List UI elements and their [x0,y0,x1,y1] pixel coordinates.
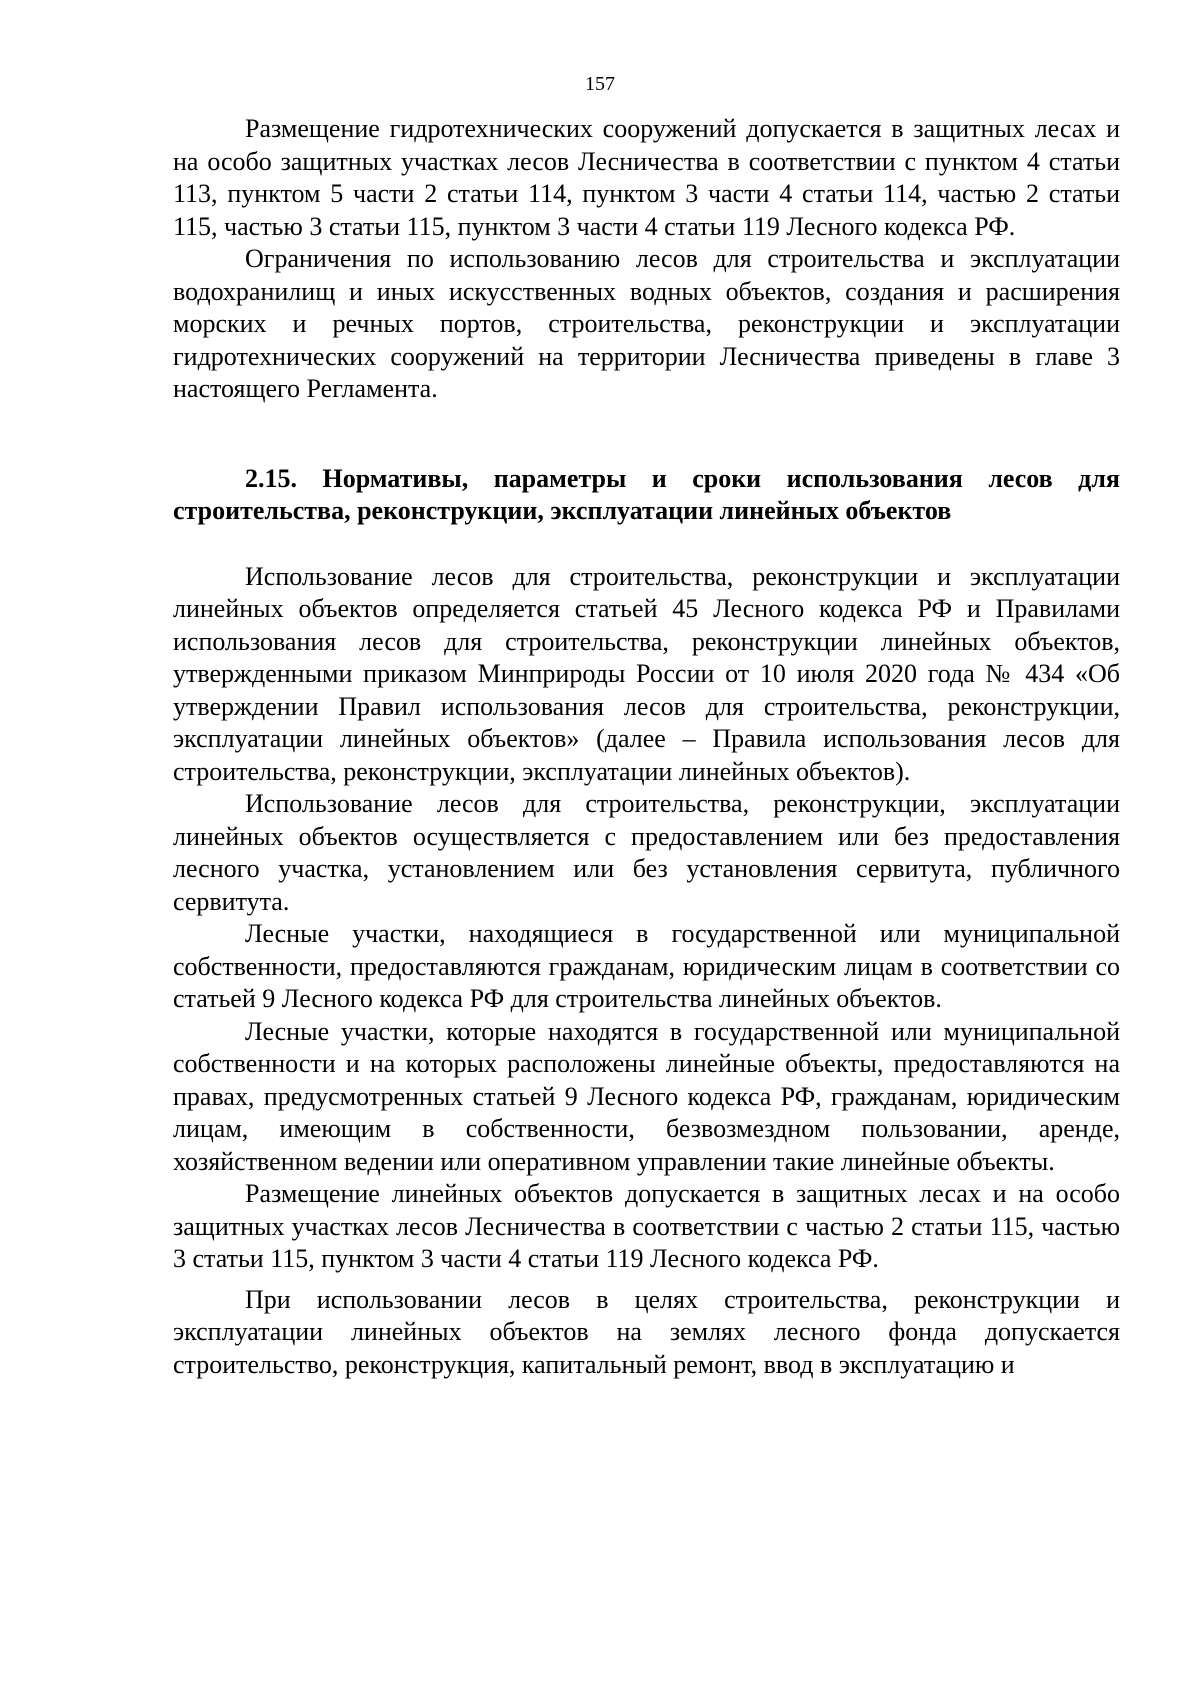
paragraph-existing-objects: Лесные участки, которые находятся в государственной или муниципальной собственности и на которых расположены линейные объекты, предоставляются на правах, предусмотренных статьей 9 Лесного кодекса РФ, гражданам, юридическим лицам, имеющим в собственности, безвозмездном пользовании, аренде, хозяйственном ведении или оперативном управлении такие линейные объекты. [173,1016,1120,1176]
page-number: 157 [585,73,615,95]
paragraph-state-land: Лесные участки, находящиеся в государственной или муниципальной собственности, предоставляются гражданам, юридическим лицам в соответствии со статьей 9 Лесного кодекса РФ для строительства линейных объектов. [173,919,1120,1013]
page-content [173,113,1120,1381]
section-heading: 2.15. Нормативы, параметры и сроки использования лесов для строительства, реконструкции, эксплуатации линейных объектов [173,463,1120,525]
paragraph-linear-placement: Размещение линейных объектов допускается в защитных лесах и на особо защитных участках лесов Лесничества в соответствии с частью 2 статьи 115, частью 3 статьи 115, пунктом 3 части 4 статьи 119 Лесного кодекса РФ. [173,1179,1120,1273]
paragraph-linear-usage: Использование лесов для строительства, реконструкции и эксплуатации линейных объектов определяется статьей 45 Лесного кодекса РФ и Правилами использования лесов для строительства, реконструкции линейных объектов, утвержденными приказом Минприроды России от 10 июля 2020 года № 434 «Об утверждении Правил использования лесов для строительства, реконструкции, эксплуатации линейных объектов» (далее – Правила использования лесов для строительства, реконструкции, эксплуатации линейных объектов). [173,561,1120,786]
paragraph-forest-fund: При использовании лесов в целях строительства, реконструкции и эксплуатации линейных объектов на землях лесного фонда допускается строительство, реконструкция, капитальный ремонт, ввод в эксплуатацию и [173,1284,1120,1379]
paragraph-hydro-placement: Размещение гидротехнических сооружений допускается в защитных лесах и на особо защитных участках лесов Лесничества в соответствии с пунктом 4 статьи 113, пунктом 5 части 2 статьи 114, пунктом 3 части 4 статьи 114, частью 2 статьи 115, частью 3 статьи 115, пунктом 3 части 4 статьи 119 Лесного кодекса РФ. [173,114,1120,241]
paragraph-hydro-restrictions: Ограничения по использованию лесов для строительства и эксплуатации водохранилищ и иных искусственных водных объектов, создания и расширения морских и речных портов, строительства, реконструкции и эксплуатации гидротехнических сооружений на территории Лесничества приведены в главе 3 настоящего Регламента. [173,244,1120,403]
paragraph-linear-provision: Использование лесов для строительства, реконструкции, эксплуатации линейных объектов осуществляется с предоставлением или без предоставления лесного участка, установлением или без установления сервитута, публичного сервитута. [173,789,1120,916]
